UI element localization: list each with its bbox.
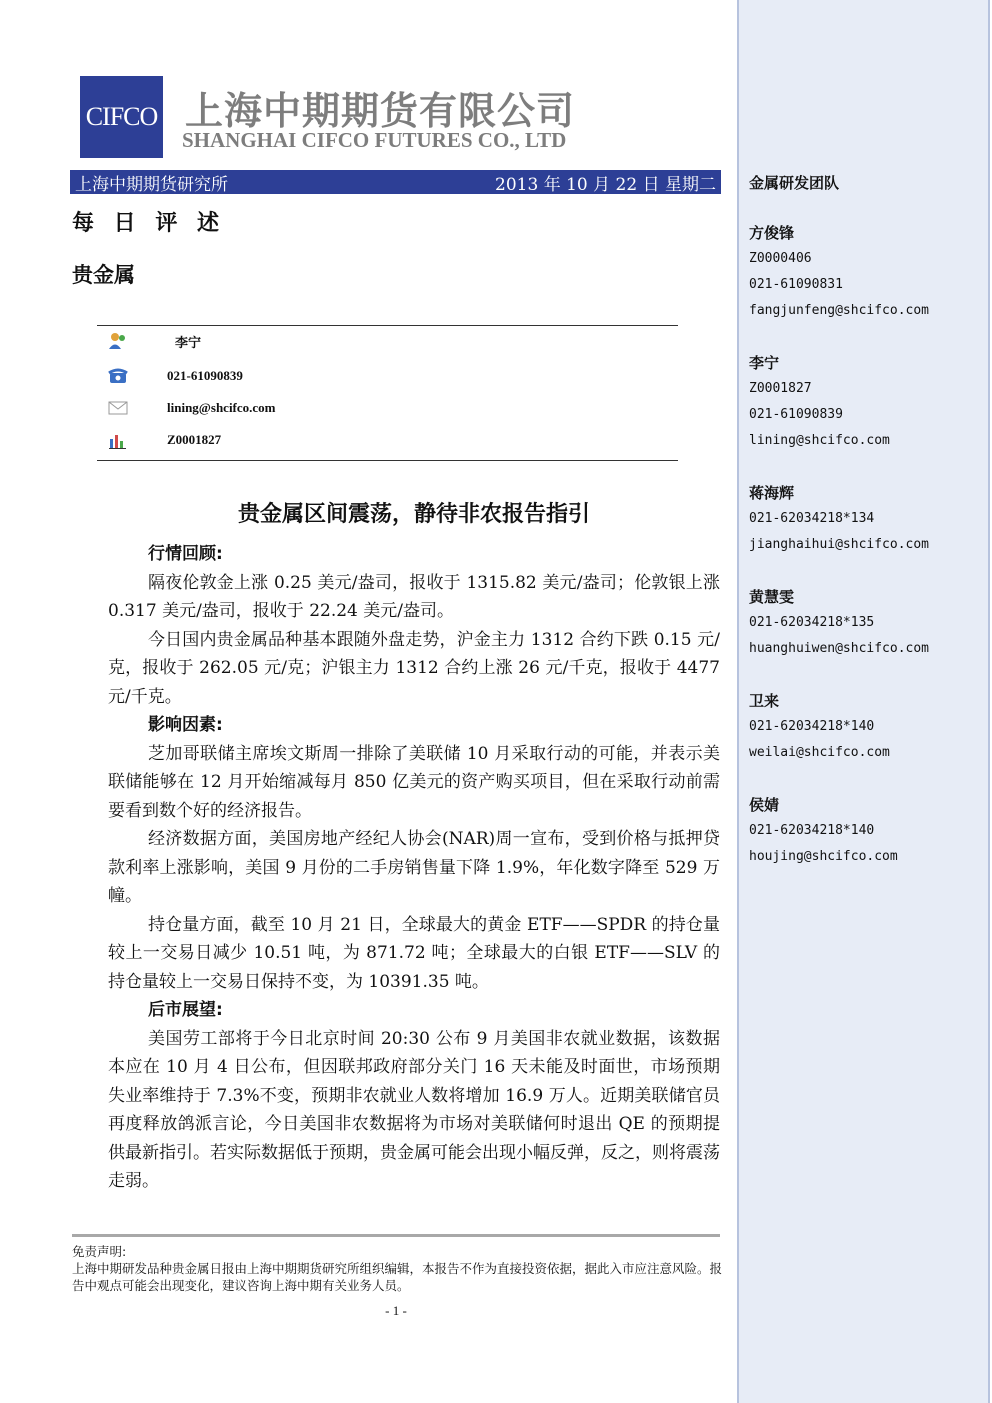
company-logo [80, 76, 163, 158]
team-member [749, 480, 929, 558]
member-email[interactable]: huanghuiwen@shcifco.com [749, 641, 930, 656]
member-phone: 021-62034218*134 [749, 511, 875, 526]
contact-row-phone [97, 365, 243, 387]
logo-mark: CIFCO [85, 102, 158, 131]
article-title: 贵金属区间震荡，静待非农报告指引 [237, 502, 590, 527]
member-email[interactable]: houjing@shcifco.com [749, 849, 898, 864]
member-phone: 021-61090831 [749, 277, 843, 292]
company-name-cn: 上海中期期货有限公司 [185, 89, 576, 133]
member-email[interactable]: weilai@shcifco.com [749, 745, 890, 760]
paragraph: 今日国内贵金属品种基本跟随外盘走势，沪金主力 1312 合约下跌 0.15 元/克，报收于 262.05 元/克；沪银主力 1312 合约上涨 26 元/千克，报收于 4477 元/千克。 [108, 629, 720, 707]
disclaimer-label: 免责声明: [72, 1244, 127, 1259]
member-email[interactable]: lining@shcifco.com [749, 433, 890, 448]
footer-divider [72, 1234, 720, 1237]
section-heading-review: 行情回顾: [148, 544, 223, 564]
paragraph: 持仓量方面，截至 10 月 21 日，全球最大的黄金 ETF——SPDR 的持仓量较上一交易日减少 10.51 吨，为 871.72 吨；全球最大的白银 ETF——SLV 的持仓量较上一交易日保持不变，为 10391.35 吨。 [108, 914, 720, 992]
member-name: 黄慧雯 [749, 588, 795, 606]
paragraph: 美国劳工部将于今日北京时间 20:30 公布 9 月美国非农就业数据，该数据本应在 10 月 4 日公布，但因联邦政府部分关门 16 天未能及时面世，市场预期失业率维持于 7.3%不变，预期非农就业人数将增加 16.9 万人。近期美联储官员再度释放鸽派言论，今日美国非农数据将为市场对美联储何时退出 QE 的预期提供最新指引。若实际数据低于预期，贵金属可能会出现小幅反弹，反之，则将震荡走弱。 [108, 1028, 720, 1191]
disclaimer [72, 1243, 722, 1294]
team-member [749, 792, 898, 870]
member-name: 卫来 [749, 692, 780, 710]
analyst-name: 李宁 [175, 334, 202, 350]
section-title: 每 日 评 述 [72, 211, 225, 236]
category-title: 贵金属 [72, 263, 135, 287]
member-email[interactable]: fangjunfeng@shcifco.com [749, 303, 930, 318]
member-phone: 021-62034218*140 [749, 719, 875, 734]
person-icon [107, 331, 129, 351]
section-heading-outlook: 后市展望: [148, 1000, 223, 1020]
member-phone: 021-62034218*135 [749, 615, 875, 630]
member-phone: 021-61090839 [749, 407, 843, 422]
paragraph: 芝加哥联储主席埃文斯周一排除了美联储 10 月采取行动的可能，并表示美联储能够在 12 月开始缩减每月 850 亿美元的资产购买项目，但在采取行动前需要看到数个好的经济报告。 [108, 743, 720, 821]
bar-chart-icon [107, 430, 129, 450]
analyst-license: Z0001827 [167, 432, 222, 447]
phone-icon [107, 366, 129, 386]
contact-row-license [97, 429, 222, 451]
team-sidebar [737, 0, 990, 1403]
member-license: Z0000406 [749, 251, 812, 266]
report-date: 2013 年 10 月 22 日 星期二 [495, 174, 716, 195]
member-name: 李宁 [749, 354, 780, 372]
team-title: 金属研发团队 [749, 174, 840, 192]
paragraph: 经济数据方面，美国房地产经纪人协会(NAR)周一宣布，受到价格与抵押贷款利率上涨影响，美国 9 月份的二手房销售量下降 1.9%，年化数字降至 529 万幢。 [108, 829, 720, 906]
company-name-en: SHANGHAI CIFCO FUTURES CO., LTD [182, 128, 567, 152]
article-body [108, 540, 720, 1196]
contact-row-name [97, 330, 202, 352]
member-name: 方俊锋 [749, 224, 795, 242]
member-phone: 021-62034218*140 [749, 823, 875, 838]
disclaimer-text: 上海中期研发品种贵金属日报由上海中期期货研究所组织编辑，本报告不作为直接投资依据，据此入市应注意风险。报告中观点可能会出现变化，建议咨询上海中期有关业务人员。 [72, 1261, 723, 1293]
analyst-contact-box [97, 325, 678, 461]
member-license: Z0001827 [749, 381, 812, 396]
paragraph: 隔夜伦敦金上涨 0.25 美元/盎司，报收于 1315.82 美元/盎司；伦敦银上涨 0.317 美元/盎司，报收于 22.24 美元/盎司。 [108, 572, 720, 621]
team-member [749, 584, 929, 662]
header-bar [70, 170, 721, 194]
contact-row-email [97, 397, 276, 419]
analyst-phone: 021-61090839 [167, 368, 243, 383]
envelope-icon [107, 398, 129, 418]
member-email[interactable]: jianghaihui@shcifco.com [749, 537, 930, 552]
member-name: 蒋海辉 [749, 484, 795, 502]
section-heading-factors: 影响因素: [148, 715, 223, 735]
page-number: - 1 - [385, 1303, 407, 1318]
team-member [749, 220, 929, 324]
team-member [749, 350, 890, 454]
analyst-email[interactable]: lining@shcifco.com [167, 400, 276, 415]
institute-name: 上海中期期货研究所 [75, 174, 228, 195]
team-member [749, 688, 890, 766]
member-name: 侯婧 [749, 796, 780, 814]
